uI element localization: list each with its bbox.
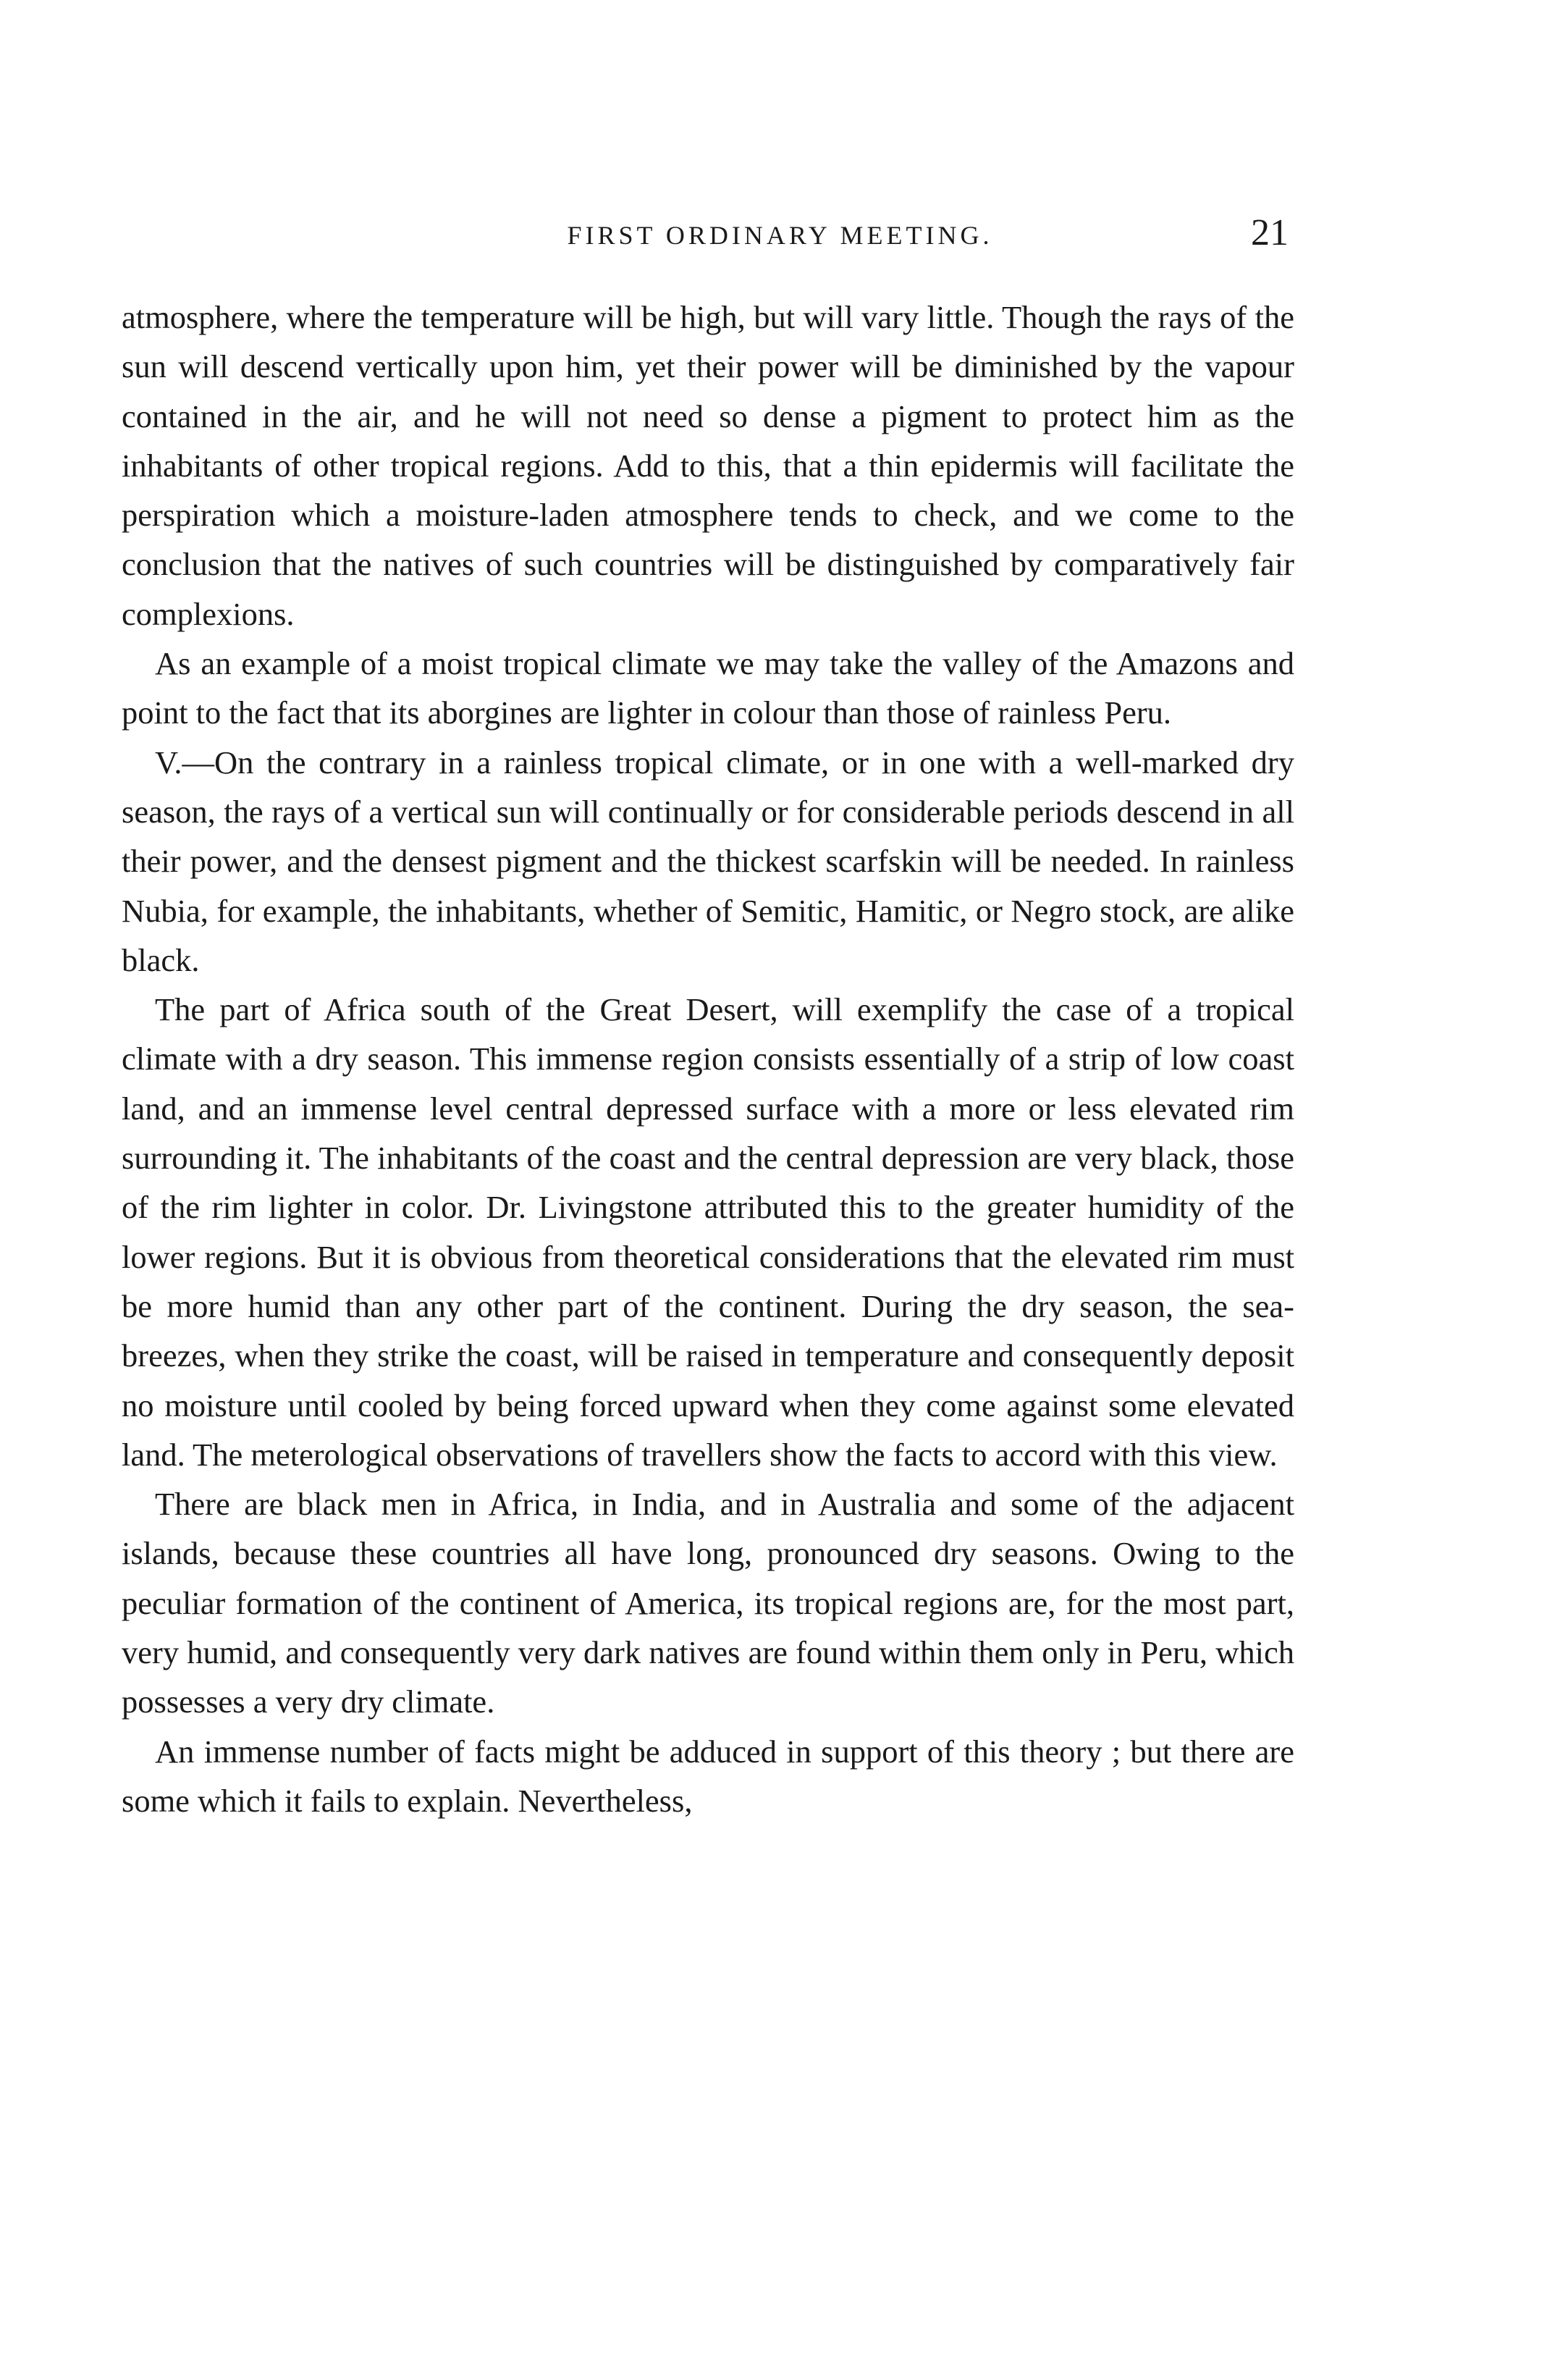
running-title: FIRST ORDINARY MEETING. [567, 221, 993, 250]
paragraph-black-men: There are black men in Africa, in India, and in Australia and some of the adjacent islands, because these countries all have long, pronounced dry seasons. Owing to the peculiar formation of the continent of America, its tropical regions are, for the most part, very humid, and consequently very dark natives are found within them only in Peru, which possesses a very dry climate. [122, 1486, 1294, 1720]
body-text [122, 293, 1294, 1825]
paragraph-section-v: V.—On the contrary in a rainless tropical climate, or in one with a well-marked dry season, the rays of a vertical sun will continually or for considerable periods descend in all their power, and the densest pigment and the thickest scarfskin will be needed. In rainless Nubia, for example, the inhabitants, whether of Semitic, Hamitic, or Negro stock, are alike black. [122, 744, 1294, 978]
paragraph-theory: An immense number of facts might be adduced in support of this theory ; but there are some which it fails to explain. Nevertheless, [122, 1733, 1294, 1819]
paragraph-amazons-example: As an example of a moist tropical climate we may take the valley of the Amazons and point to the fact that its aborgines are lighter in colour than those of rainless Peru. [122, 645, 1294, 731]
paragraph-africa: The part of Africa south of the Great Desert, will exemplify the case of a tropical climate with a dry season. This immense region consists essentially of a strip of low coast land, and an immense level central depressed surface with a more or less elevated rim surrounding it. The inhabitants of the coast and the central depression are very black, those of the rim lighter in color. Dr. Livingstone attributed this to the greater humidity of the lower regions. But it is obvious from theoretical considerations that the elevated rim must be more humid than any other part of the continent. During the dry season, the sea-breezes, when they strike the coast, will be raised in temperature and consequently deposit no moisture until cooled by being forced upward when they come against some elevated land. The meterological observations of travellers show the facts to accord with this view. [122, 991, 1294, 1473]
paragraph-continuation: atmosphere, where the temperature will be high, but will vary little. Though the rays of the sun will descend vertically upon him, yet their power will be diminished by the vapour contained in the air, and he will not need so dense a pigment to protect him as the inhabitants of other tropical regions. Add to this, that a thin epidermis will facilitate the perspiration which a moisture-laden atmosphere tends to check, and we come to the conclusion that the natives of such countries will be distinguished by comparatively fair complexions. [122, 299, 1294, 632]
page-number: 21 [1251, 212, 1289, 253]
running-head [0, 211, 1560, 264]
